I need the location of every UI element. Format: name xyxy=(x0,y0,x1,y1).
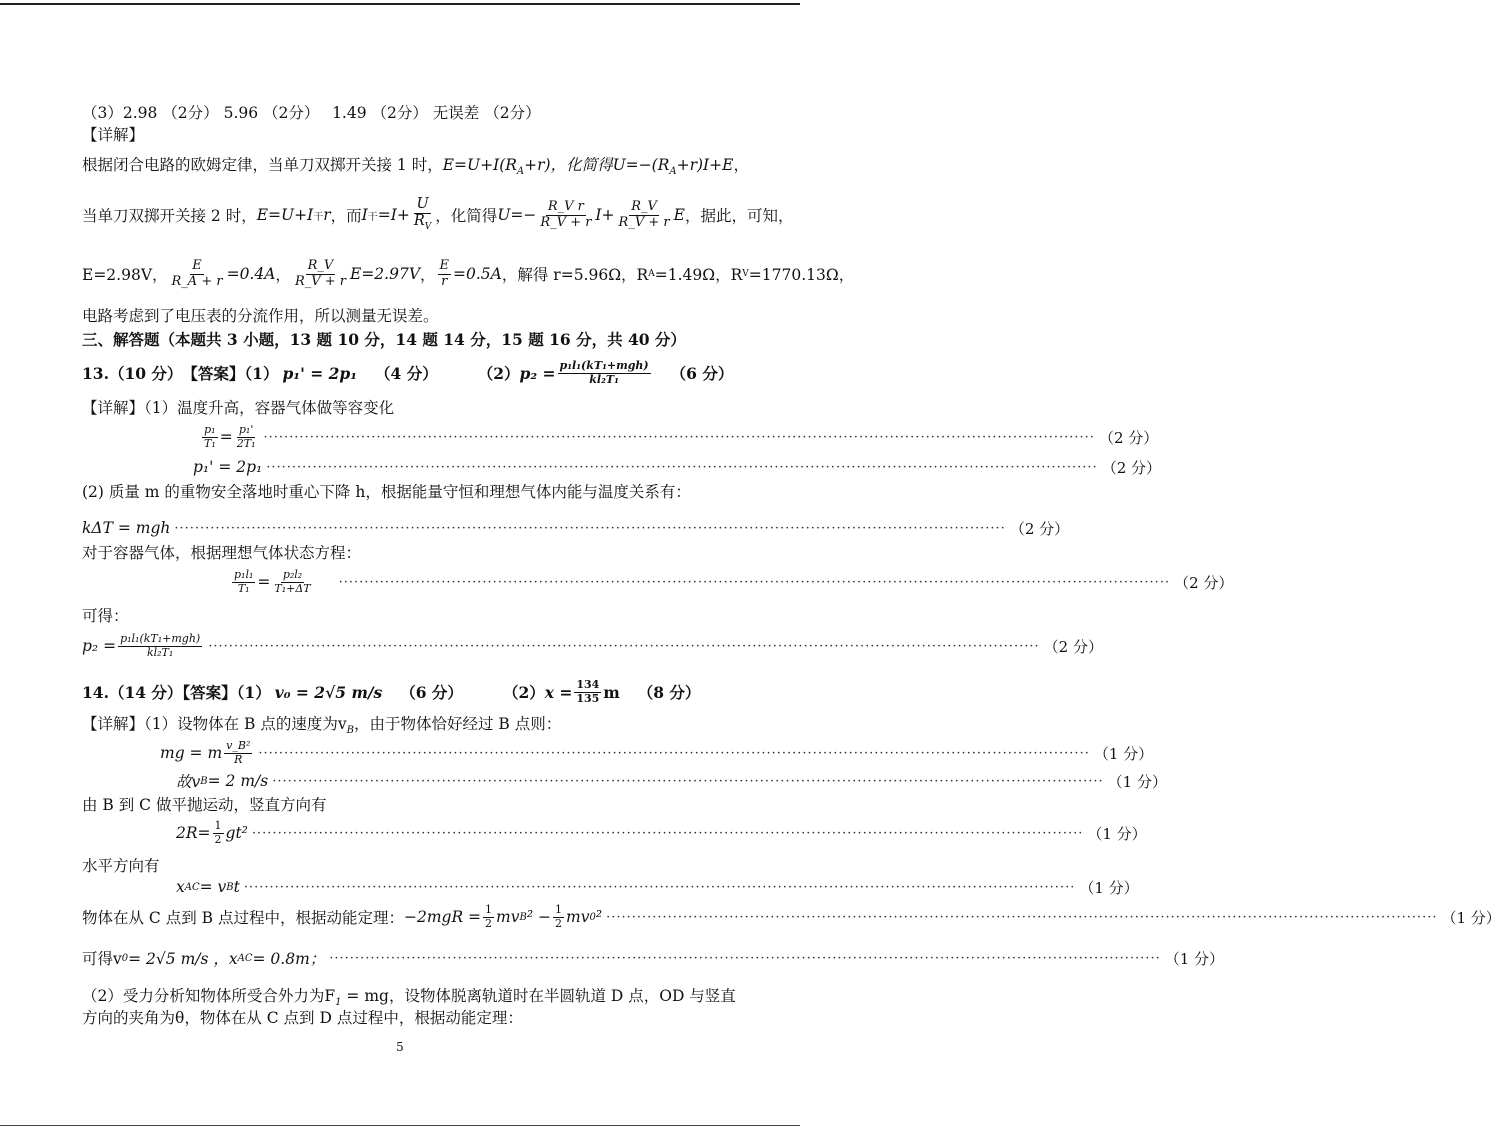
q13-detail-2: (2) 质量 m 的重物安全落地时重心下降 h，根据能量守恒和理想气体内能与温度关系有： xyxy=(82,483,691,501)
fraction xyxy=(235,424,258,449)
numerator: p₁l₁(kT₁+mgh) xyxy=(559,359,649,373)
denominator: 2T₁ xyxy=(236,436,256,450)
numerator: E xyxy=(192,258,202,274)
q14-score-1: （6 分） xyxy=(400,683,463,702)
formula: ² − xyxy=(526,908,551,926)
q14-header: 14.（14 分）【答案】（1） xyxy=(82,683,271,702)
fraction xyxy=(118,633,202,658)
formula: = 0.8m； xyxy=(252,950,326,968)
denominator: T₁ xyxy=(237,581,250,595)
subscript: A xyxy=(516,166,525,178)
fraction xyxy=(293,259,348,289)
denominator xyxy=(412,214,433,233)
explanation-line-3 xyxy=(82,252,854,296)
fraction xyxy=(272,569,312,594)
subscript: 干 xyxy=(313,211,324,223)
equals: = xyxy=(219,428,233,446)
q13-part-2: （2） xyxy=(477,364,520,383)
q13-detail-3: 对于容器气体，根据理想气体状态方程： xyxy=(82,544,362,562)
q13-score-2: （6 分） xyxy=(670,364,734,383)
formula: = v xyxy=(199,878,227,896)
unit: m xyxy=(603,682,620,702)
q13-score-1: （4 分） xyxy=(375,364,438,383)
numerator: 1 xyxy=(485,903,493,917)
score-mark: （1 分） xyxy=(1079,878,1139,897)
leader-dots xyxy=(244,880,1075,895)
formula: kΔT = mgh xyxy=(82,519,171,537)
q14-equation-1 xyxy=(160,736,1154,770)
formula: r xyxy=(323,206,331,224)
q13-detail-4: 可得： xyxy=(82,607,129,625)
fraction xyxy=(538,200,593,230)
q14-score-2: （8 分） xyxy=(637,683,701,702)
q13-answer-2-lhs: p₂ = xyxy=(519,363,556,383)
text: 当单刀双掷开关接 2 时， xyxy=(82,207,257,225)
q13-answer-2-fraction xyxy=(558,360,651,385)
formula: I+ xyxy=(595,206,615,224)
formula: 2R= xyxy=(176,824,211,842)
text: 根据闭合电路的欧姆定律，当单刀双掷开关接 1 时， xyxy=(82,156,443,174)
q14-answer-2-fraction xyxy=(574,679,601,704)
subscript: A xyxy=(669,166,677,178)
formula: p₁' = 2p₁ xyxy=(193,458,263,476)
score-mark: （1 分） xyxy=(1164,949,1225,968)
subscript: 0 xyxy=(121,952,129,964)
numerator: 134 xyxy=(576,678,600,692)
formula: +r)，化简得 xyxy=(524,156,613,174)
formula: mg = m xyxy=(160,744,223,762)
formula: mv xyxy=(566,908,590,926)
formula: ² xyxy=(595,908,603,926)
q13-header: 13.（10 分） 【答案】（1） xyxy=(82,364,279,383)
text: ， xyxy=(275,266,291,284)
q14-detail-2: 由 B 到 C 做平抛运动，竖直方向有 xyxy=(82,796,327,814)
numerator: R_V xyxy=(631,199,657,215)
leader-dots xyxy=(252,826,1083,841)
score-mark: （1 分） xyxy=(1441,908,1501,927)
denominator: R_V + r xyxy=(540,214,592,230)
score-mark: （2 分） xyxy=(1098,428,1159,447)
fraction xyxy=(224,740,252,765)
numerator: R_V xyxy=(307,258,334,274)
q13-answer-1: p₁' = 2p₁ xyxy=(282,363,358,383)
detail-heading: 【详解】 xyxy=(82,126,145,144)
fraction xyxy=(438,259,452,289)
leader-dots xyxy=(174,521,1005,536)
subscript: B xyxy=(519,911,527,923)
subscript: B xyxy=(226,881,234,893)
formula: E=U+I(R xyxy=(442,156,517,174)
text: ，化简得 xyxy=(435,207,498,225)
q13-equation-4 xyxy=(230,566,1234,598)
text: 【详解】（1）设物体在 B 点的速度为v xyxy=(82,715,347,733)
score-mark: （2 分） xyxy=(1009,519,1070,538)
numerator: E xyxy=(439,258,450,274)
text: =1.49Ω，R xyxy=(654,266,743,284)
page-number: 5 xyxy=(396,1040,404,1054)
score-mark: （1 分） xyxy=(1087,824,1147,843)
leader-dots xyxy=(258,746,1089,761)
top-border-line xyxy=(0,3,800,5)
formula: E=2.97V xyxy=(350,265,421,283)
formula: = 2 m/s xyxy=(207,772,269,790)
formula: U=−(R xyxy=(612,156,670,174)
numerator: p₁l₁(kT₁+mgh) xyxy=(120,632,201,646)
score-mark: （2 分） xyxy=(1174,573,1234,592)
subscript: AC xyxy=(237,952,253,964)
text: ， xyxy=(420,266,436,284)
denominator: R_V + r xyxy=(618,214,670,230)
leader-dots xyxy=(208,639,1039,654)
score-mark: （1 分） xyxy=(1093,744,1154,763)
explanation-line-4: 电路考虑到了电压表的分流作用，所以测量无误差。 xyxy=(82,307,439,325)
leader-dots xyxy=(329,951,1160,966)
formula: mv xyxy=(496,908,520,926)
q13-equation-1 xyxy=(200,422,1159,452)
text: ，由于物体恰好经过 B 点则： xyxy=(353,715,562,733)
text: ， xyxy=(733,156,749,174)
text: =1770.13Ω， xyxy=(748,266,855,284)
denominator: 2 xyxy=(485,916,493,930)
leader-dots xyxy=(272,774,1103,789)
explanation-line-2 xyxy=(82,193,793,237)
fraction xyxy=(412,197,433,233)
leader-dots xyxy=(339,575,1170,590)
score-mark: （2 分） xyxy=(1043,637,1103,656)
numerator: 1 xyxy=(555,903,562,917)
q14-detail-6: 方向的夹角为θ，物体在从 C 点到 D 点过程中，根据动能定理： xyxy=(82,1009,523,1027)
denominator: 2 xyxy=(214,832,222,846)
text: = mg，设物体脱离轨道时在半圆轨道 D 点，OD 与竖直 xyxy=(341,987,736,1005)
formula: t xyxy=(233,878,240,896)
fraction xyxy=(213,820,224,845)
formula: =0.4A xyxy=(226,265,276,283)
subscript: A xyxy=(648,269,655,279)
formula: =0.5A xyxy=(453,265,502,283)
text: ，解得 r=5.96Ω，R xyxy=(501,266,649,284)
score-mark: （1 分） xyxy=(1107,772,1167,791)
answer-line-part3: （3）2.98 （2分） 5.96 （2分） 1.49 （2分） 无误差 （2分） xyxy=(82,104,541,122)
subscript: AC xyxy=(184,881,200,893)
explanation-line-1 xyxy=(82,155,749,182)
q14-equation-6 xyxy=(82,946,1225,970)
leader-dots xyxy=(266,460,1097,475)
text: （2）受力分析知物体所受合外力为F xyxy=(82,987,336,1005)
score-mark: （2 分） xyxy=(1101,458,1161,477)
denominator: R_A + r xyxy=(171,273,223,289)
text: ，而 xyxy=(330,207,362,225)
text: E=2.98V， xyxy=(82,266,168,284)
fraction xyxy=(553,904,564,929)
fraction xyxy=(170,259,225,289)
subscript: 干 xyxy=(367,211,378,223)
subscript: 1 xyxy=(335,997,342,1009)
denominator: kl₂T₁ xyxy=(589,372,619,386)
subscript: V xyxy=(742,269,749,279)
numerator: R_V r xyxy=(547,199,584,215)
denominator: T₁ xyxy=(204,436,216,450)
q14-equation-4 xyxy=(176,876,1139,898)
q13-detail-1: 【详解】（1）温度升高，容器气体做等容变化 xyxy=(82,399,395,417)
formula: = 2√5 m/s ，x xyxy=(128,950,238,968)
numerator: v_B² xyxy=(226,739,251,753)
formula: 故v xyxy=(176,773,201,791)
q13-equation-3 xyxy=(82,517,1070,539)
q13-answer-line xyxy=(82,356,733,390)
formula: x xyxy=(176,878,185,896)
q14-answer-line xyxy=(82,675,700,709)
formula: I xyxy=(361,206,368,224)
fraction xyxy=(202,424,218,449)
q14-equation-2 xyxy=(176,770,1167,792)
formula: U=− xyxy=(497,206,537,224)
fraction xyxy=(483,904,494,929)
q14-answer-2-lhs: x = xyxy=(544,682,573,702)
fraction xyxy=(232,569,255,594)
denominator: 135 xyxy=(576,691,600,705)
formula: =I+ xyxy=(377,206,410,224)
leader-dots xyxy=(606,910,1437,925)
numerator: 1 xyxy=(214,819,222,833)
q14-equation-5 xyxy=(82,900,1501,934)
subscript: B xyxy=(200,775,208,787)
q14-part-2: （2） xyxy=(502,683,545,702)
q14-answer-1: v₀ = 2√5 m/s xyxy=(274,682,383,702)
denominator: R xyxy=(234,752,243,766)
denominator: kl₂T₁ xyxy=(146,645,174,659)
text: ，据此，可知， xyxy=(684,207,794,225)
numerator: p₁ xyxy=(204,423,216,437)
equals: = xyxy=(257,573,271,591)
bottom-border-line xyxy=(0,1125,800,1126)
q13-equation-5 xyxy=(82,630,1103,662)
denominator: R_V + r xyxy=(294,273,346,289)
q13-equation-2 xyxy=(193,456,1161,478)
denominator: T₁+ΔT xyxy=(274,581,311,595)
subscript: B xyxy=(346,725,354,737)
fraction xyxy=(617,200,672,230)
formula: E xyxy=(673,206,685,224)
numerator: U xyxy=(416,196,429,213)
q14-detail-3: 水平方向有 xyxy=(82,857,160,875)
formula: E=U+I xyxy=(256,206,314,224)
denominator: r xyxy=(441,273,448,289)
section-heading: 三、解答题（本题共 3 小题，13 题 10 分，14 题 14 分，15 题 16 分，共 40 分） xyxy=(82,330,686,349)
subscript: V xyxy=(424,221,432,232)
numerator: p₁l₁ xyxy=(234,568,254,582)
q14-equation-3 xyxy=(176,818,1147,848)
formula: gt² xyxy=(225,824,248,842)
text: 物体在从 C 点到 B 点过程中，根据动能定理： xyxy=(82,909,404,927)
formula: p₂ = xyxy=(82,637,117,655)
leader-dots xyxy=(264,430,1095,445)
formula: −2mgR = xyxy=(403,908,482,926)
numerator: p₂l₂ xyxy=(282,568,303,582)
denominator-base: R xyxy=(413,213,425,230)
denominator: 2 xyxy=(555,916,562,930)
text: 可得v xyxy=(82,950,122,968)
subscript: 0 xyxy=(589,911,596,923)
formula: +r)I+E xyxy=(676,156,734,174)
numerator: p₁' xyxy=(238,423,254,437)
